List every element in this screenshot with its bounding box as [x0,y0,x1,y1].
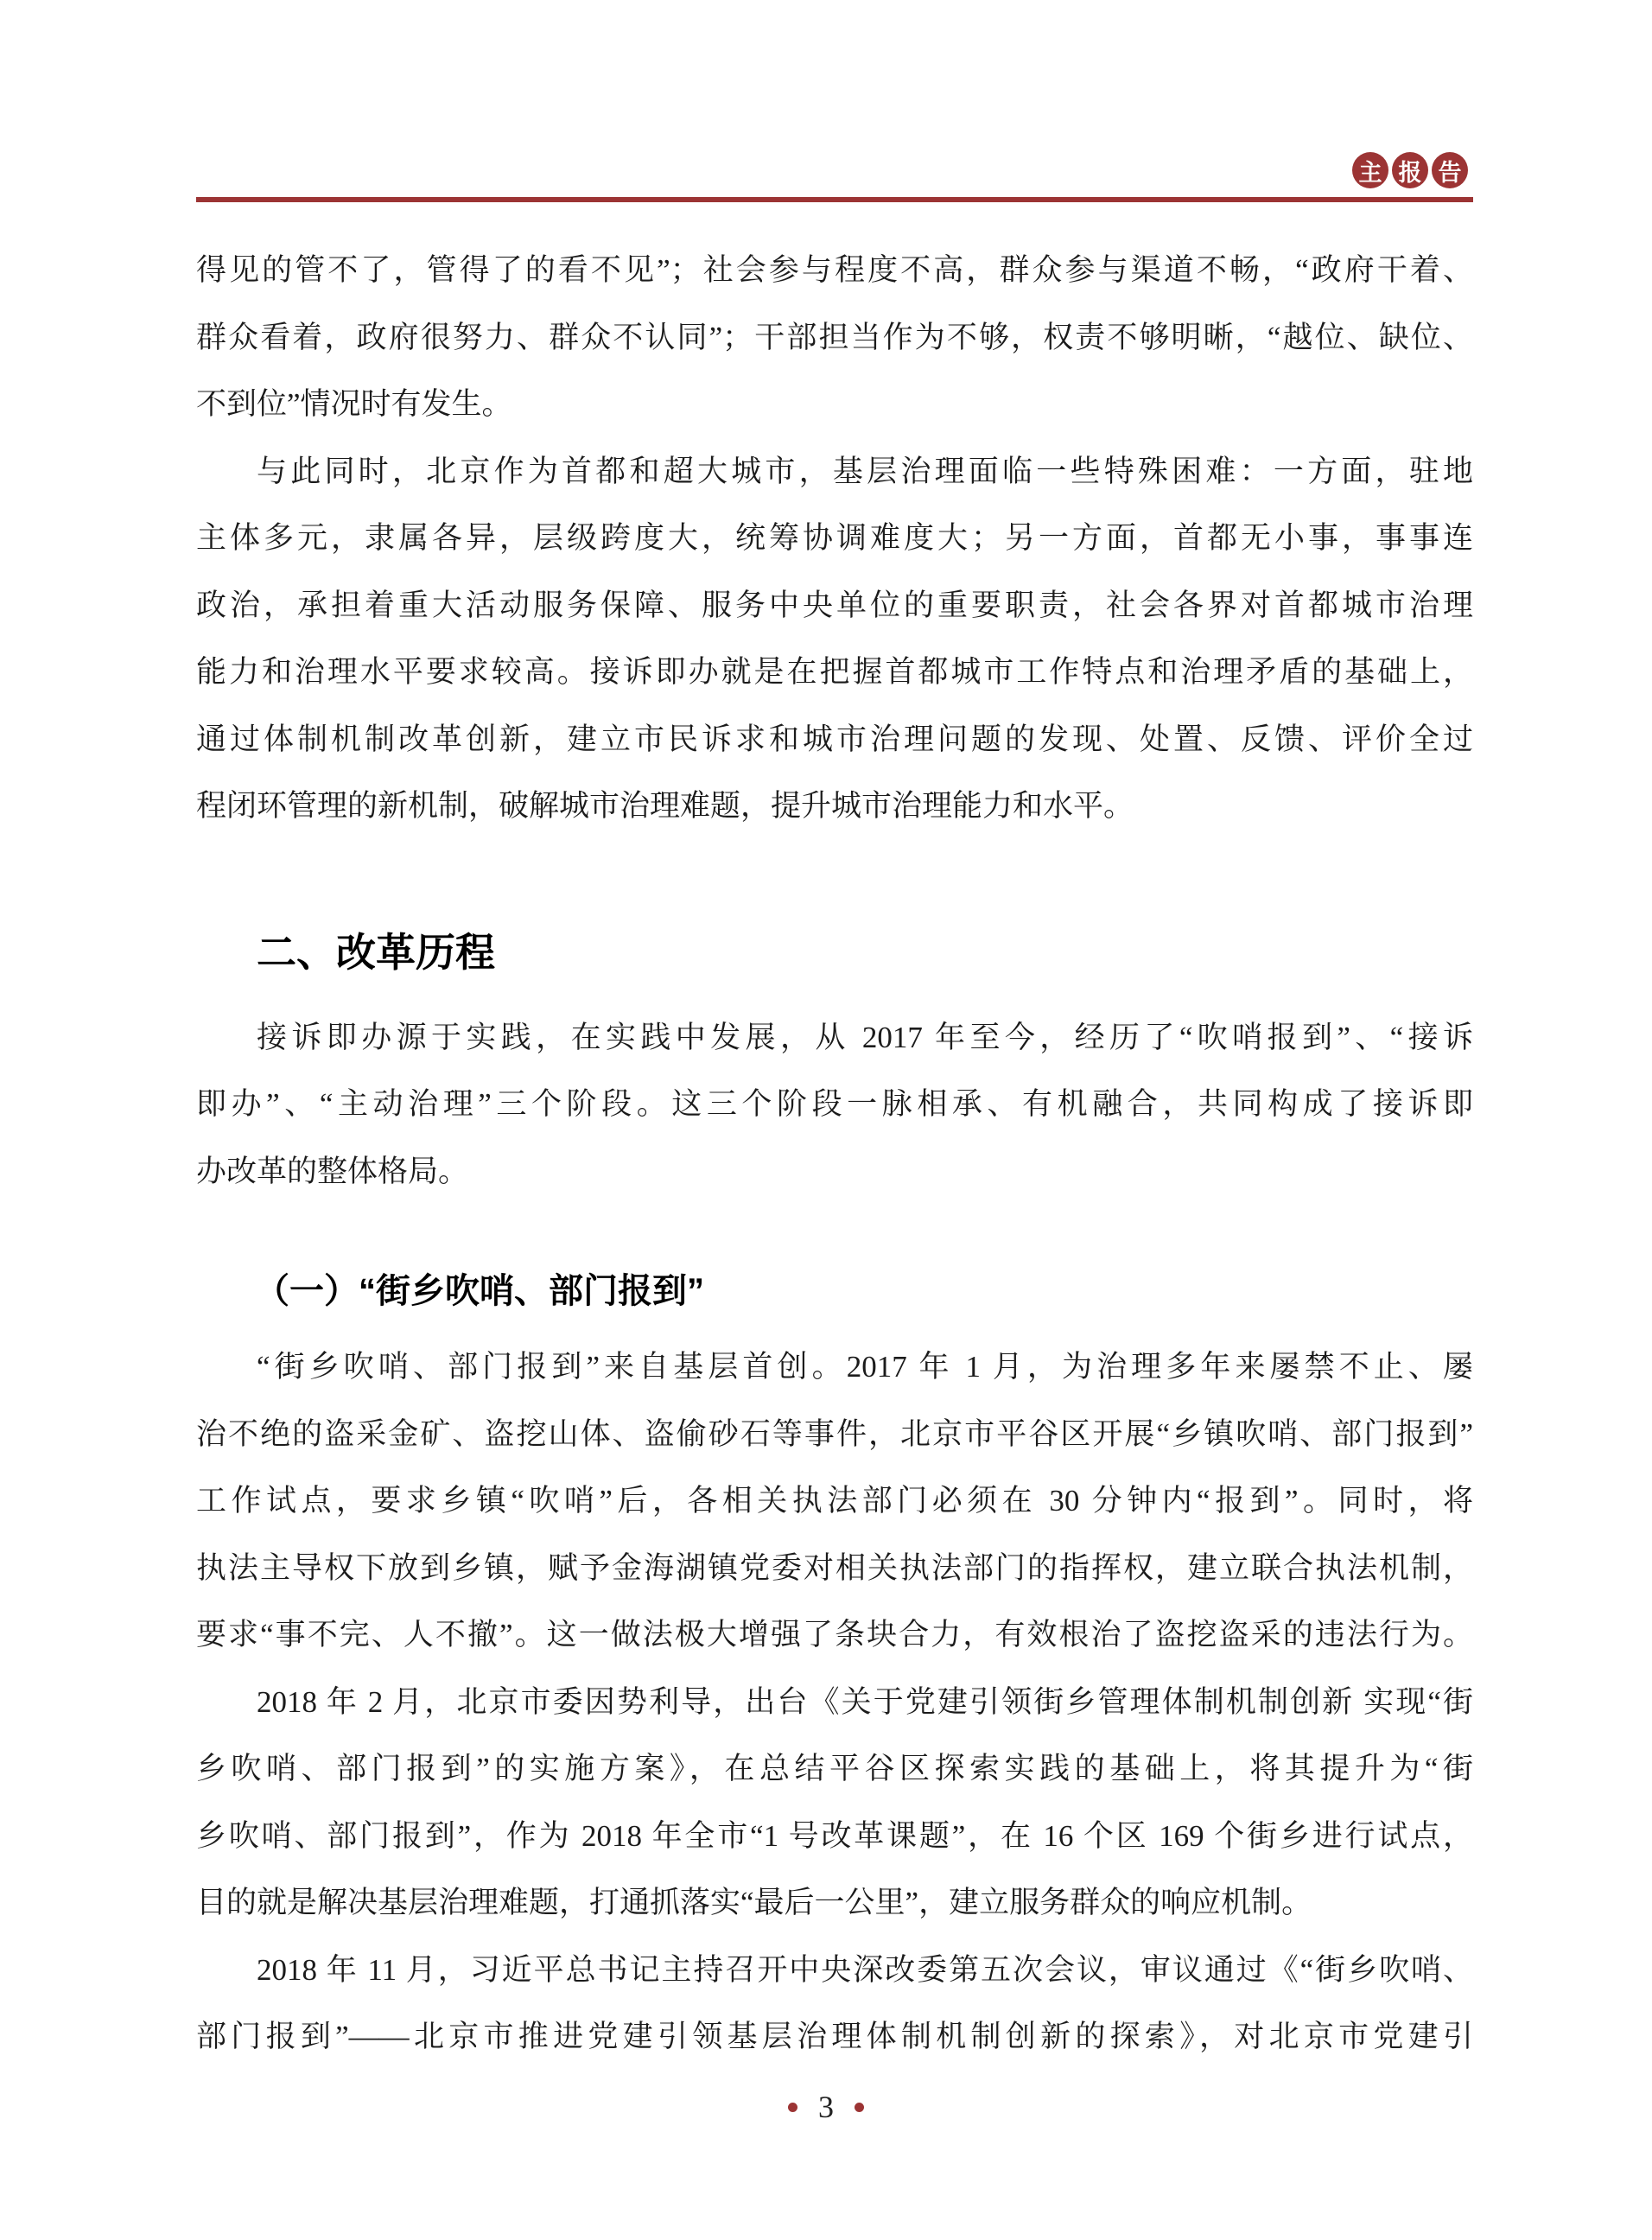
paragraph [196,1669,1473,1937]
paragraph [196,1937,1473,2071]
paragraph [196,237,1473,438]
paragraph-line: 治不绝的盗采金矿、盗挖山体、盗偷砂石等事件，北京市平谷区开展“乡镇吹哨、部门报到” [196,1416,1473,1451]
header-rule [196,197,1473,202]
badge-circle-2: 告 [1432,152,1468,188]
paragraph-line: 即办”、“主动治理”三个阶段。这三个阶段一脉相承、有机融合，共同构成了接诉即 [196,1087,1473,1121]
paragraph-line: 工作试点，要求乡镇“吹哨”后，各相关执法部门必须在 30 分钟内“报到”。同时，将 [196,1484,1473,1518]
page-number: 3 [818,2090,834,2124]
paragraph-line: 群众看着，政府很努力、群众不认同”；干部担当作为不够，权责不够明晰，“越位、缺位、 [196,320,1473,354]
paragraph-line: 接诉即办源于实践，在实践中发展，从 2017 年至今，经历了“吹哨报到”、“接诉 [257,1020,1473,1054]
report-badge [1352,152,1468,188]
footer-dot-left [788,2103,797,2112]
paragraph-line: 政治，承担着重大活动服务保障、服务中央单位的重要职责，社会各界对首都城市治理 [196,588,1473,622]
paragraph-line: 2018 年 11 月，习近平总书记主持召开中央深改委第五次会议，审议通过《“街乡吹哨、 [257,1952,1473,1987]
badge-circle-1: 报 [1392,152,1428,188]
paragraph-line: 能力和治理水平要求较高。接诉即办就是在把握首都城市工作特点和治理矛盾的基础上， [196,655,1473,689]
paragraph [196,438,1473,840]
paragraph-line: “街乡吹哨、部门报到”来自基层首创。2017 年 1 月，为治理多年来屡禁不止、屡 [257,1350,1473,1384]
paragraph-line: 乡吹哨、部门报到”，作为 2018 年全市“1 号改革课题”，在 16 个区 169 个街乡进行试点， [196,1818,1473,1853]
subsection-heading: （一）“街乡吹哨、部门报到” [255,1272,704,1310]
paragraph [196,1004,1473,1206]
paragraph-line: 乡吹哨、部门报到”的实施方案》，在总结平谷区探索实践的基础上，将其提升为“街 [196,1752,1473,1785]
paragraph-line: 执法主导权下放到乡镇，赋予金海湖镇党委对相关执法部门的指挥权，建立联合执法机制， [196,1550,1473,1585]
paragraph-line: 部门报到”——北京市推进党建引领基层治理体制机制创新的探索》，对北京市党建引 [196,2020,1473,2053]
paragraph-line: 主体多元，隶属各异，层级跨度大，统筹协调难度大；另一方面，首都无小事，事事连 [196,521,1473,555]
paragraph-line: 办改革的整体格局。 [196,1154,469,1188]
paragraph-line: 得见的管不了，管得了的看不见”；社会参与程度不高，群众参与渠道不畅，“政府干着、 [196,253,1473,287]
paragraph-line: 不到位”情况时有发生。 [196,387,512,421]
paragraph [196,1333,1473,1669]
paragraph-line: 要求“事不完、人不撤”。这一做法极大增强了条块合力，有效根治了盗挖盗采的违法行为。 [196,1618,1473,1651]
paragraph-line: 2018 年 2 月，北京市委因势利导，出台《关于党建引领街乡管理体制机制创新 实现“街 [257,1684,1473,1719]
badge-circle-0: 主 [1352,152,1388,188]
section-heading: 二、改革历程 [257,929,495,975]
paragraph-line: 程闭环管理的新机制，破解城市治理难题，提升城市治理能力和水平。 [196,789,1134,823]
paragraph-line: 目的就是解决基层治理难题，打通抓落实“最后一公里”，建立服务群众的响应机制。 [196,1886,1312,1919]
paragraph-line: 通过体制机制改革创新，建立市民诉求和城市治理问题的发现、处置、反馈、评价全过 [196,722,1473,756]
page-footer [0,2090,1652,2124]
paragraph-line: 与此同时，北京作为首都和超大城市，基层治理面临一些特殊困难：一方面，驻地 [257,454,1473,488]
document-body [196,237,1473,2071]
footer-dot-right [855,2103,864,2112]
